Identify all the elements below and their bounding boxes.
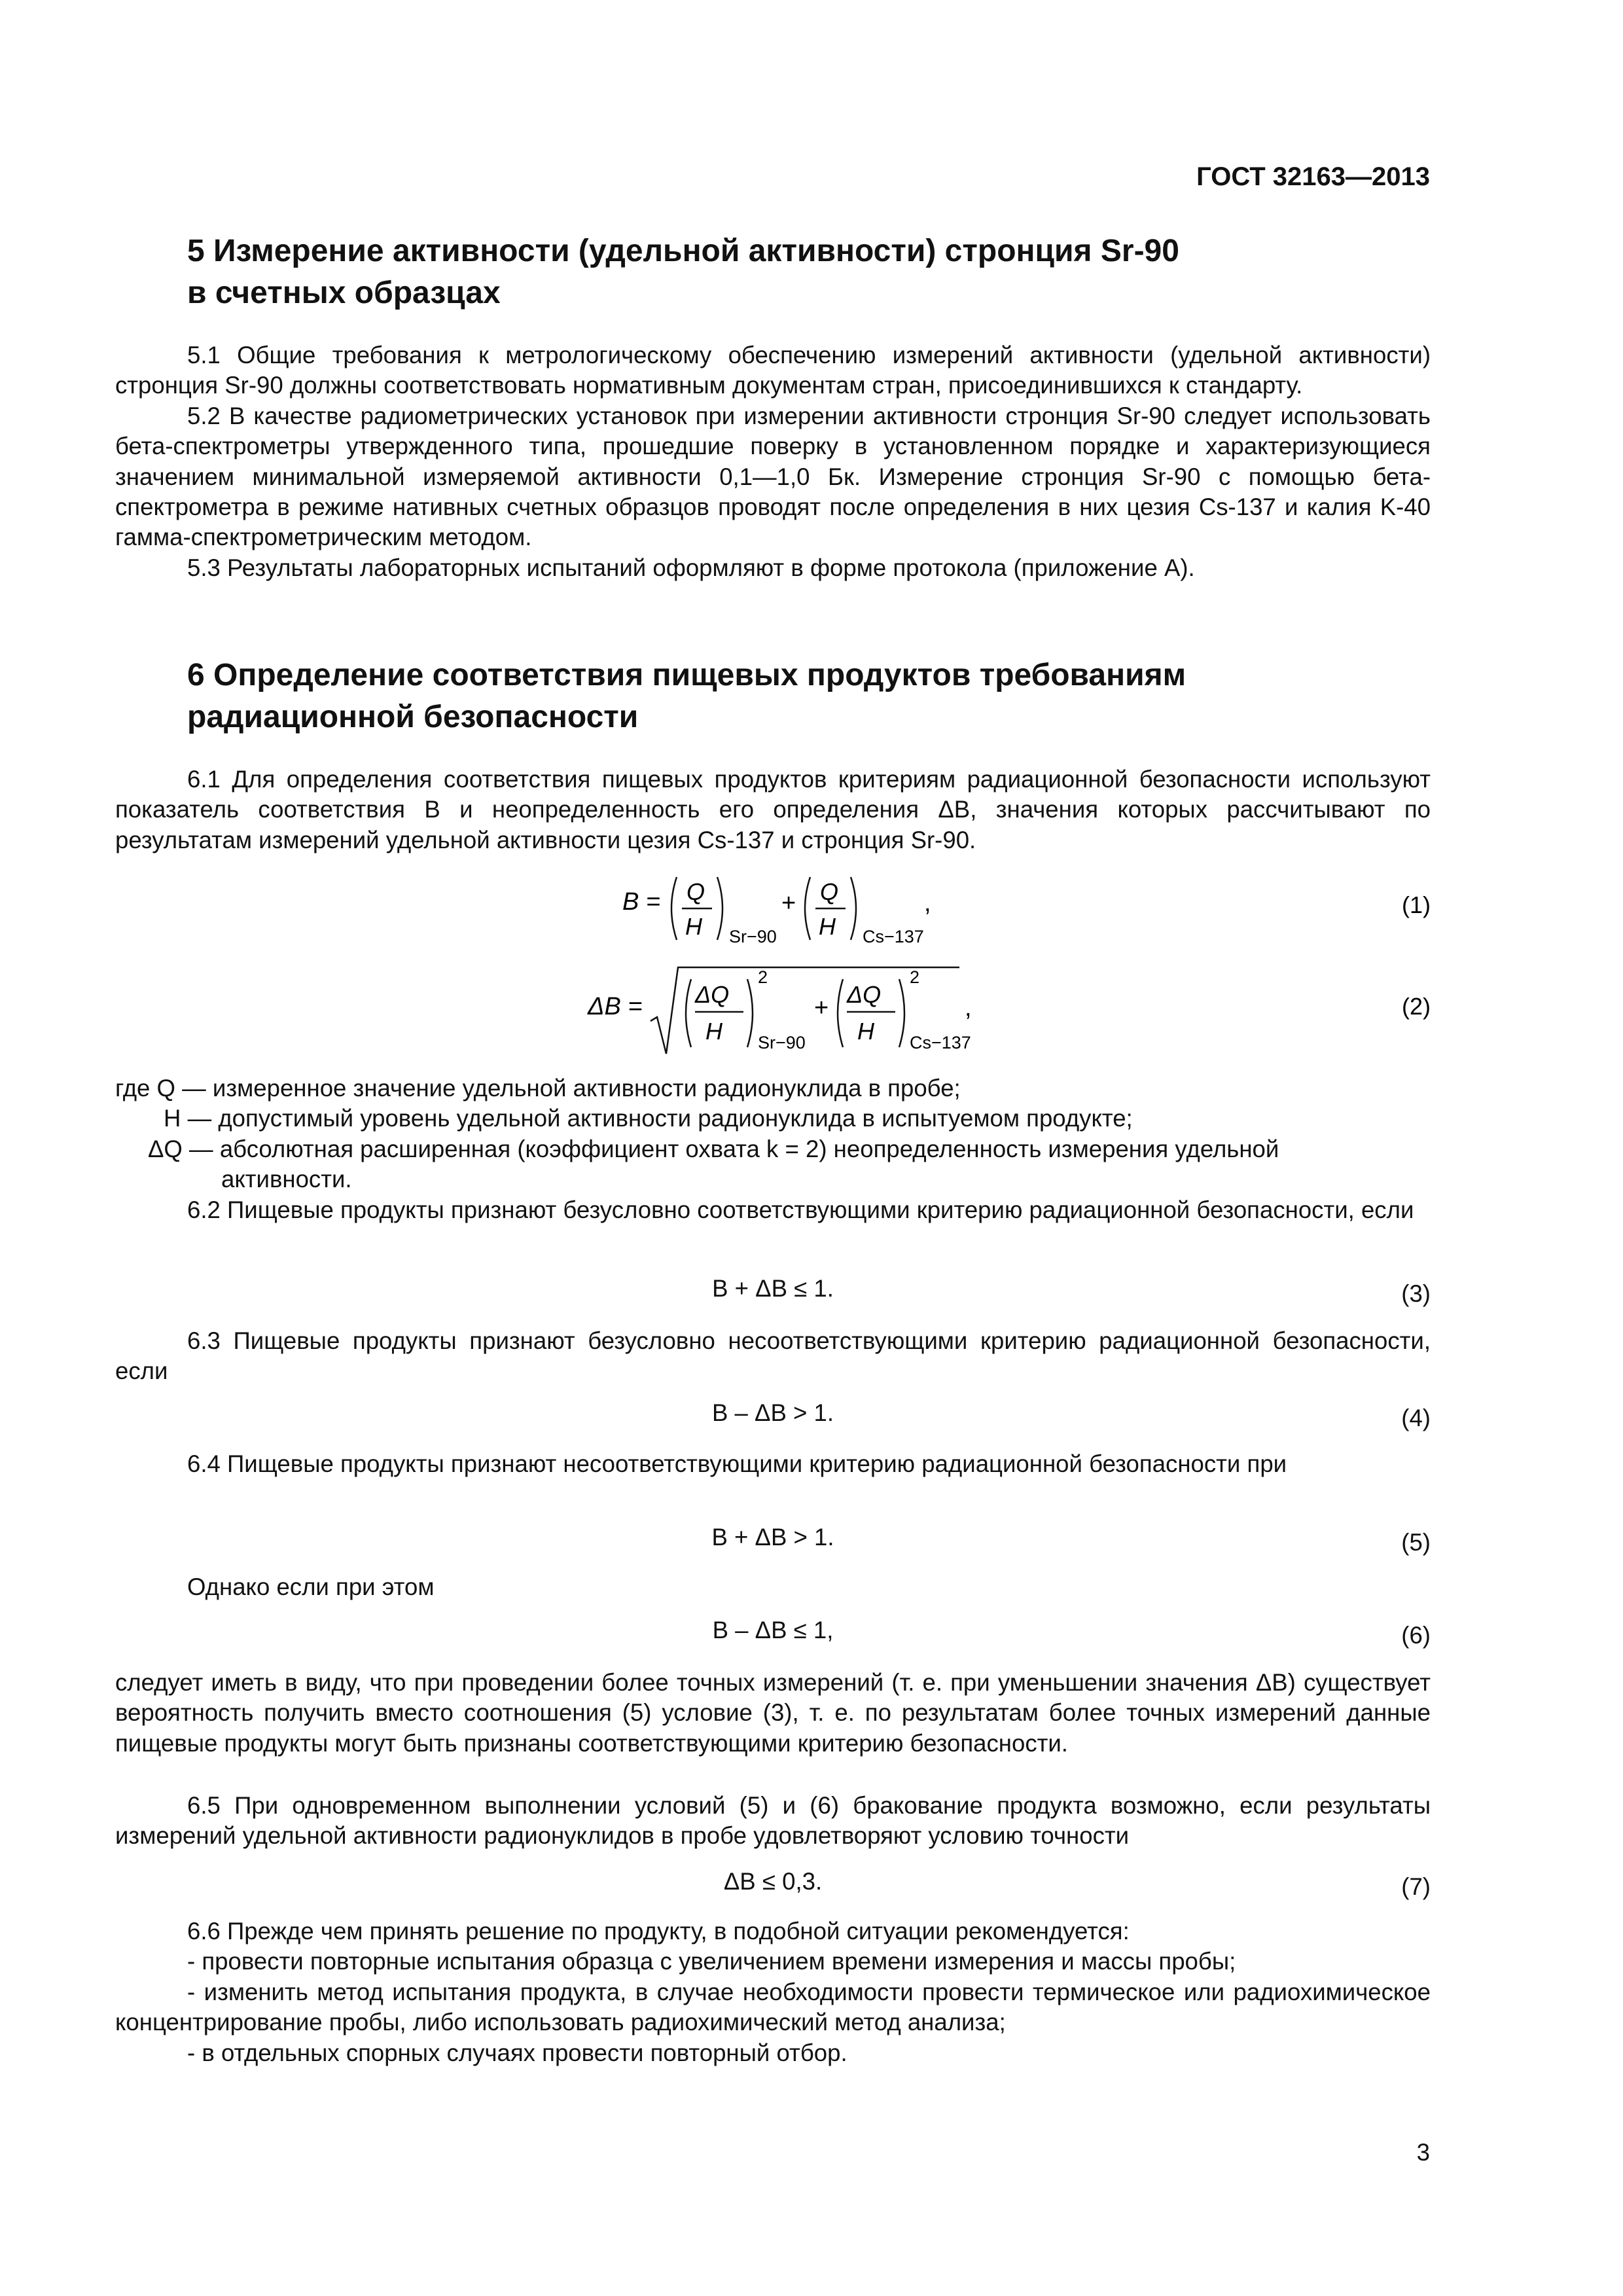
bullet-item: - провести повторные испытания образца с увеличением времени измерения и массы пробы; bbox=[187, 1948, 1236, 1975]
formula-2-den-2: H bbox=[857, 1018, 874, 1045]
paragraph-5-1: 5.1 Общие требования к метрологическому обеспечению измерений активности (удельной активности) стронция Sr-90 должны соответствовать нормативным документам стран, присоединившихся к стандарту. bbox=[115, 342, 1431, 399]
legend-text-h: допустимый уровень удельной активности радионуклида в испытуемом продукте; bbox=[218, 1105, 1133, 1132]
paragraph-6-4: 6.4 Пищевые продукты признают несоответствующими критерию радиационной безопасности при bbox=[187, 1450, 1287, 1477]
paragraph-6-4-b: Однако если при этом bbox=[187, 1573, 435, 1600]
formula-6-expr: B – ΔB ≤ 1, bbox=[712, 1617, 834, 1643]
legend-item-dq-cont bbox=[115, 1164, 1431, 1194]
paragraph-6-4c-block bbox=[115, 1668, 1431, 1759]
formula-2-comma: , bbox=[965, 994, 972, 1022]
paragraph-6-6-block bbox=[115, 1916, 1431, 2068]
document-id-header: ГОСТ 32163—2013 bbox=[1196, 162, 1430, 191]
formula-6 bbox=[115, 1617, 1431, 1656]
section-5-heading bbox=[115, 230, 1431, 314]
legend-symbol-q: где Q — bbox=[115, 1075, 206, 1102]
formula-2 bbox=[115, 962, 1431, 1060]
formula-5-number: (5) bbox=[1401, 1529, 1431, 1556]
formula-3 bbox=[115, 1275, 1431, 1314]
legend-text-dq-cont: активности. bbox=[221, 1166, 352, 1193]
paragraph-6-3-block bbox=[115, 1326, 1431, 1387]
paragraph-6-1: 6.1 Для определения соответствия пищевых продуктов критериям радиационной безопасности используют показатель соответствия B и неопределенность его определения ΔB, значения которых рассчитывают по результатам измерений удельной активности цезия Cs-137 и стронция Sr-90. bbox=[115, 766, 1431, 853]
formula-1-sub-1: Sr−90 bbox=[729, 927, 777, 946]
paragraph-6-3: 6.3 Пищевые продукты признают безусловно несоответствующими критерию радиационной безопасности, если bbox=[115, 1327, 1431, 1385]
formula-2-lhs: ΔB = bbox=[588, 993, 643, 1020]
formula-1-den-2: H bbox=[819, 913, 836, 940]
formula-3-number: (3) bbox=[1401, 1280, 1431, 1307]
formula-2-number: (2) bbox=[1402, 993, 1431, 1020]
formula-2-sub-2: Cs−137 bbox=[910, 1033, 971, 1052]
formula-2-pow-2: 2 bbox=[910, 967, 920, 987]
formula-1-lhs: B = bbox=[622, 888, 661, 916]
formula-2-sub-1: Sr−90 bbox=[758, 1033, 806, 1052]
formula-2-plus: + bbox=[814, 994, 829, 1022]
formula-1-num-2: Q bbox=[820, 878, 839, 905]
legend-symbol-dq: ΔQ — bbox=[148, 1135, 213, 1162]
paragraph-6-4-block bbox=[115, 1449, 1431, 1479]
section-6-title-line-1: 6 Определение соответствия пищевых продуктов требованиям bbox=[187, 658, 1186, 692]
paragraph-6-4b-block bbox=[115, 1572, 1431, 1602]
section-5-title-line-2: в счетных образцах bbox=[187, 276, 501, 310]
formula-2-den-1: H bbox=[705, 1018, 722, 1045]
formula-1-number: (1) bbox=[1402, 891, 1431, 918]
legend-item-q bbox=[115, 1073, 1431, 1103]
formula-2-graphic bbox=[115, 962, 1431, 1060]
legend-item-dq bbox=[115, 1134, 1431, 1164]
formula-2-num-2: ΔQ bbox=[847, 981, 882, 1008]
formula-4-expr: B – ΔB > 1. bbox=[711, 1399, 834, 1426]
paragraph-6-2: 6.2 Пищевые продукты признают безусловно соответствующими критерию радиационной безопасности, если bbox=[187, 1196, 1414, 1223]
paragraph-6-5: 6.5 При одновременном выполнении условий (5) и (6) бракование продукта возможно, если результаты измерений удельной активности радионуклидов в пробе удовлетворяют условию точности bbox=[115, 1792, 1431, 1850]
bullet-item: - изменить метод испытания продукта, в случае необходимости провести термическое или радиохимическое концентрирование пробы, либо использовать радиохимический метод анализа; bbox=[115, 1978, 1431, 2036]
paragraph-6-5-block bbox=[115, 1791, 1431, 1852]
paragraph-5-3: 5.3 Результаты лабораторных испытаний оформляют в форме протокола (приложение А). bbox=[187, 554, 1195, 581]
page-number: 3 bbox=[1416, 2139, 1430, 2166]
legend-item-h bbox=[115, 1103, 1431, 1134]
formula-5-expr: B + ΔB > 1. bbox=[711, 1524, 834, 1551]
formula-1-graphic bbox=[115, 864, 1431, 956]
paragraph-6-4-c: следует иметь в виду, что при проведении более точных измерений (т. е. при уменьшении значения ΔB) существует вероятность получить вместо соотношения (5) условие (3), т. е. по результатам более точных измерений данные пищевые продукты могут быть признаны соответствующими критерию безопасности. bbox=[115, 1669, 1431, 1757]
formula-7 bbox=[115, 1868, 1431, 1907]
formula-3-expr: B + ΔB ≤ 1. bbox=[712, 1275, 834, 1302]
formula-6-number: (6) bbox=[1401, 1622, 1431, 1649]
formula-7-expr: ΔB ≤ 0,3. bbox=[723, 1868, 823, 1895]
formula-1 bbox=[115, 864, 1431, 956]
section-6-heading bbox=[115, 655, 1431, 738]
section-6-title-line-2: радиационной безопасности bbox=[187, 700, 639, 734]
legend-symbol-h: H — bbox=[164, 1105, 212, 1132]
legend-text-q: измеренное значение удельной активности радионуклида в пробе; bbox=[212, 1075, 961, 1102]
paragraph-5-2: 5.2 В качестве радиометрических установок при измерении активности стронция Sr-90 следует использовать бета-спектрометры утвержденного типа, прошедшие поверку в установленном порядке и характеризующиеся значением минимальной измеряемой активности 0,1—1,0 Бк. Измерение стронция Sr-90 с помощью бета-спектрометра в режиме нативных счетных образцов проводят после определения в них цезия Cs-137 и калия K-40 гамма-спектрометрическим методом. bbox=[115, 402, 1431, 551]
formula-1-sub-2: Cs−137 bbox=[863, 927, 924, 946]
formula-1-plus: + bbox=[781, 889, 796, 917]
section-5-title-line-1: 5 Измерение активности (удельной активности) стронция Sr-90 bbox=[187, 234, 1179, 268]
bullet-item: - в отдельных спорных случаях провести повторный отбор. bbox=[187, 2039, 847, 2066]
formula-4-number: (4) bbox=[1401, 1405, 1431, 1431]
formula-5 bbox=[115, 1524, 1431, 1563]
legend-text-dq: абсолютная расширенная (коэффициент охвата k = 2) неопределенность измерения удельной bbox=[219, 1135, 1279, 1162]
paragraph-6-2-block bbox=[115, 1195, 1431, 1225]
paragraph-6-6: 6.6 Прежде чем принять решение по продукту, в подобной ситуации рекомендуется: bbox=[187, 1918, 1130, 1945]
formula-1-den-1: H bbox=[685, 913, 702, 940]
section-5-body bbox=[115, 340, 1431, 583]
formula-legend bbox=[115, 1073, 1431, 1195]
formula-4 bbox=[115, 1399, 1431, 1439]
formula-2-num-1: ΔQ bbox=[695, 981, 730, 1008]
formula-1-num-1: Q bbox=[687, 878, 705, 905]
formula-7-number: (7) bbox=[1401, 1873, 1431, 1900]
formula-2-pow-1: 2 bbox=[758, 967, 768, 987]
formula-1-comma: , bbox=[924, 889, 931, 917]
paragraph-6-1-block bbox=[115, 764, 1431, 855]
